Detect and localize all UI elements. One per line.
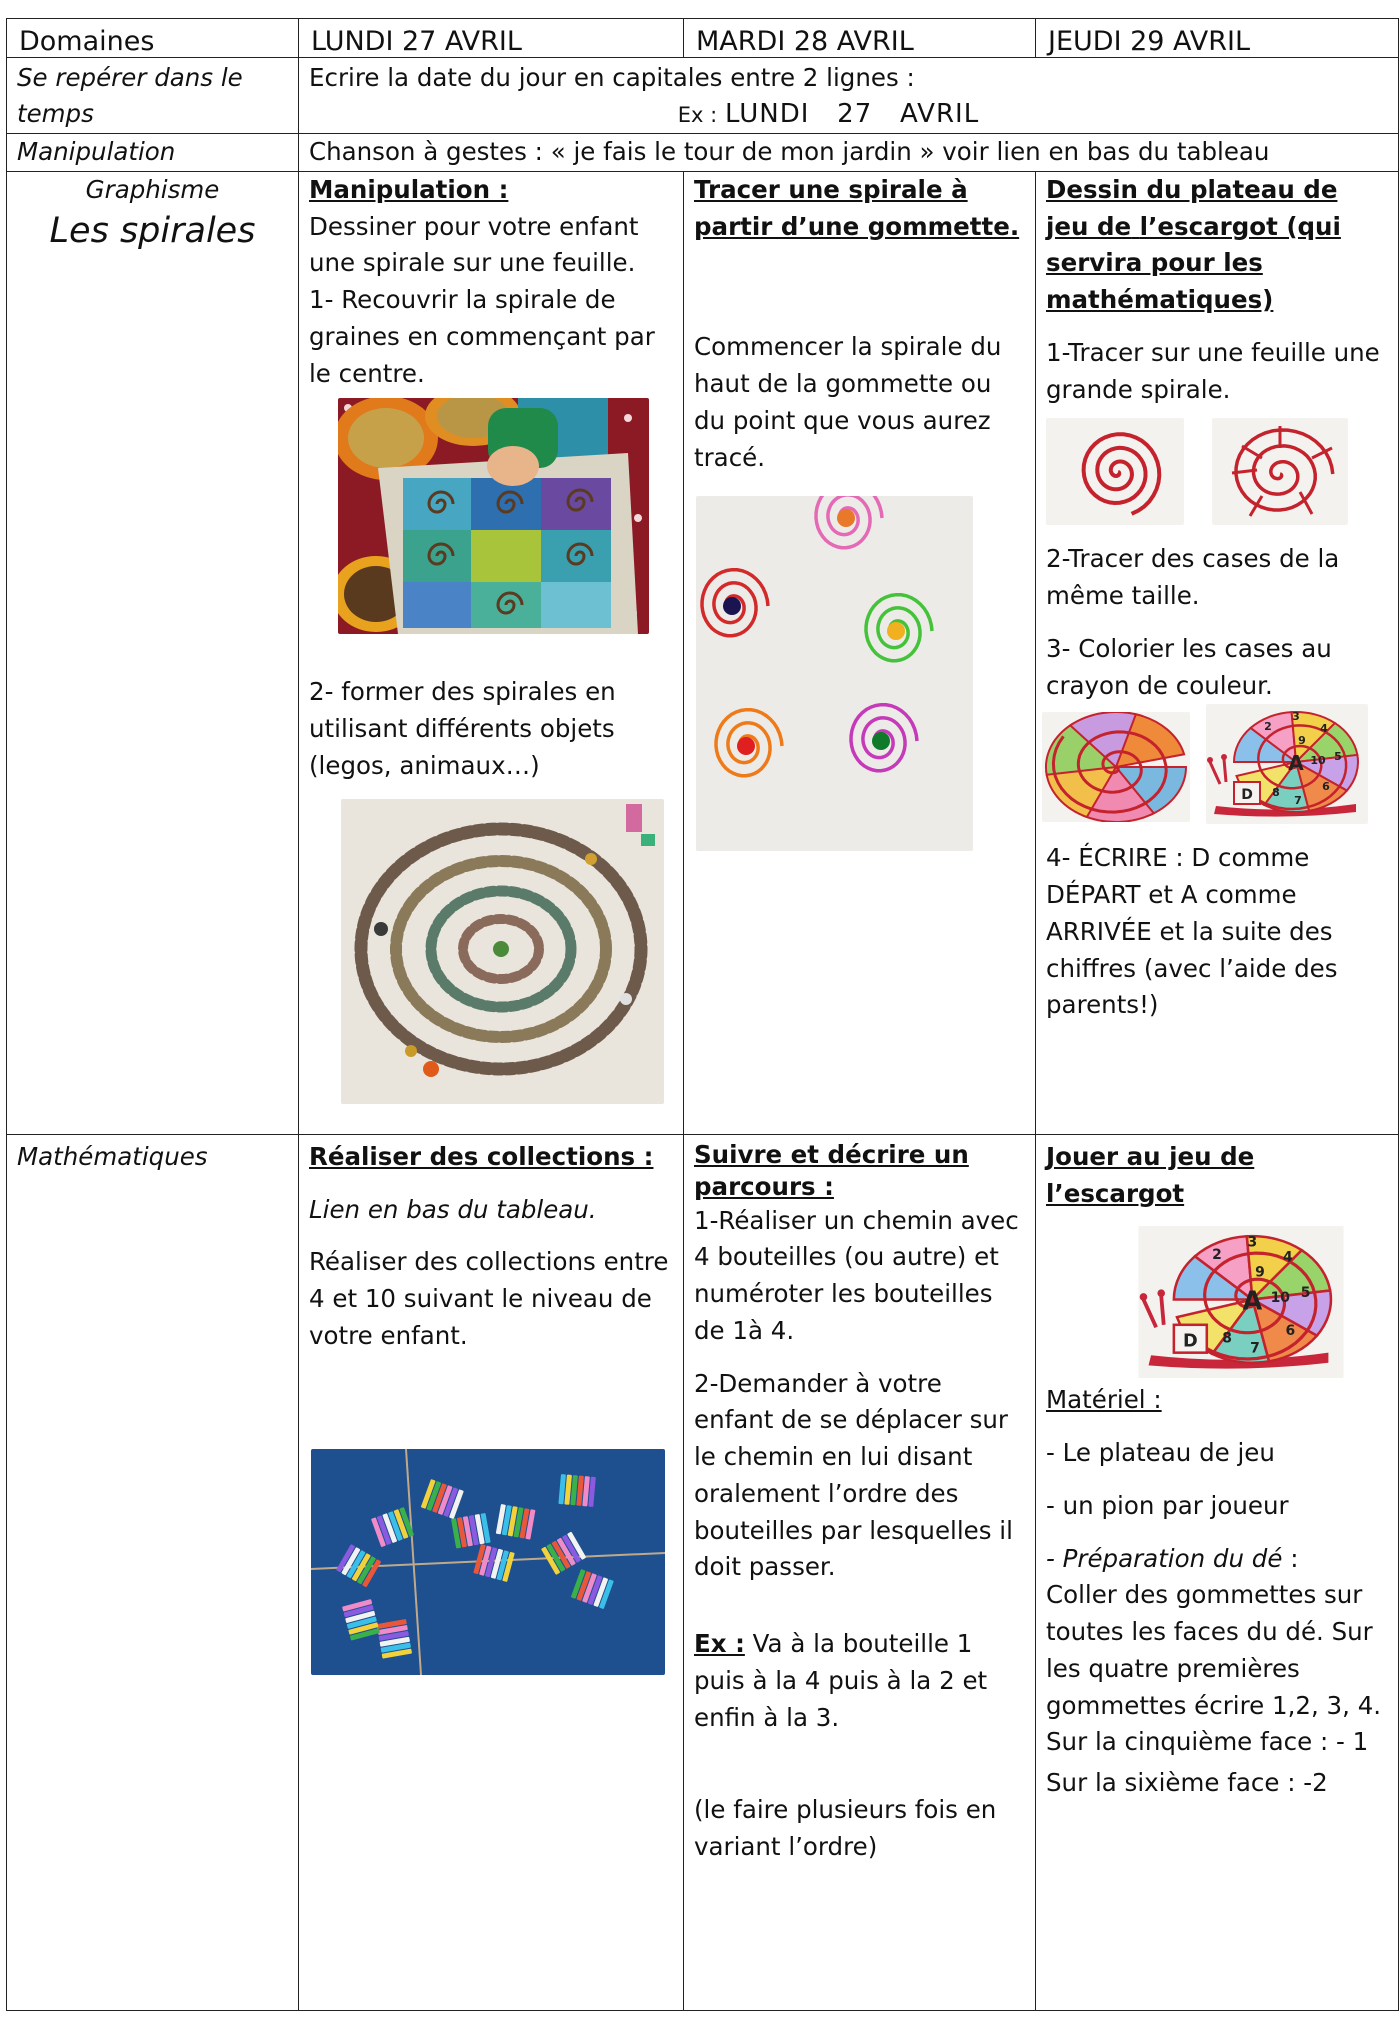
svg-text:6: 6	[1322, 780, 1330, 794]
jeudi-face5: Sur la cinquième face : - 1	[1046, 1727, 1369, 1757]
lundi-math-p1: Réaliser des collections entre 4 et 10 suivant le niveau de votre enfant.	[309, 1247, 669, 1350]
lundi-math-link[interactable]: Lien en bas du tableau.	[309, 1194, 597, 1224]
jeudi-materiel-2: - un pion par joueur	[1046, 1490, 1289, 1520]
manipulation-text: Chanson à gestes : « je fais le tour de mon jardin » voir lien en bas du tableau	[299, 134, 1399, 172]
numbered-snail-drawing	[1206, 704, 1368, 824]
jeudi-math-title: Jouer au jeu de l’escargot	[1046, 1141, 1255, 1208]
svg-text:5: 5	[1300, 1285, 1311, 1302]
graphisme-lundi	[299, 171, 684, 1134]
jeudi-prep-label: - Préparation du dé	[1046, 1543, 1283, 1573]
header-row	[7, 19, 1399, 58]
lundi-graph-p2: 1- Recouvrir la spirale de graines en commençant par le centre.	[309, 285, 655, 388]
jeudi-step2: 2-Tracer des cases de la même taille.	[1046, 544, 1340, 611]
svg-text:3: 3	[1292, 710, 1300, 724]
mardi-math-p1: 1-Réaliser un chemin avec 4 bouteilles (ou autre) et numéroter les bouteilles de 1à 4.	[694, 1205, 1019, 1345]
mardi-math-p2: 2-Demander à votre enfant de se déplacer sur le chemin en lui disant oralement l’ordre des bouteilles par lesquelles il doit passer.	[694, 1368, 1013, 1582]
colored-spiral-drawing	[1042, 712, 1190, 822]
example-prefix: Ex :	[677, 102, 718, 127]
svg-text:2: 2	[1212, 1247, 1222, 1264]
header-domaines: Domaines	[7, 19, 299, 58]
svg-text:A: A	[1288, 751, 1304, 776]
header-jeudi: JEUDI 29 AVRIL	[1036, 19, 1399, 58]
lundi-math-title: Réaliser des collections :	[309, 1141, 654, 1171]
jeudi-prep-heading	[1046, 1541, 1388, 1578]
domain-graphisme-label: Graphisme	[85, 174, 220, 204]
mardi-graph-p1: Commencer la spirale du haut de la gommette ou du point que vous aurez tracé.	[694, 332, 1002, 472]
jeudi-graph-title	[1046, 172, 1388, 319]
jeudi-graph-title-b: l’escargot (qui servira pour les mathématiques)	[1046, 211, 1341, 315]
clothespins-photo	[311, 1449, 665, 1675]
mardi-ex-text: Va à la bouteille 1 puis à la 4 puis à la 2 et enfin à la 3.	[694, 1629, 988, 1732]
domain-mathematiques: Mathématiques	[7, 1134, 299, 2010]
svg-text:6: 6	[1285, 1323, 1296, 1340]
domain-temps: Se repérer dans le temps	[7, 58, 299, 134]
temps-instruction: Ecrire la date du jour en capitales entre 2 lignes :	[309, 63, 915, 92]
header-lundi: LUNDI 27 AVRIL	[299, 19, 684, 58]
header-mardi: MARDI 28 AVRIL	[684, 19, 1036, 58]
sticker-spirals-photo	[696, 496, 973, 851]
graphisme-jeudi	[1036, 171, 1399, 1134]
svg-text:9: 9	[1298, 734, 1306, 748]
mardi-math-p3: (le faire plusieurs fois en variant l’ordre)	[694, 1795, 997, 1862]
math-lundi	[299, 1134, 684, 2010]
temps-example	[309, 96, 1388, 134]
svg-text:3: 3	[1247, 1234, 1258, 1251]
svg-text:2: 2	[1264, 720, 1272, 734]
jeudi-step4: 4- ÉCRIRE : D comme DÉPART et A comme ARRIVÉE et la suite des chiffres (avec l’aide des parents!)	[1046, 843, 1338, 1020]
svg-text:7: 7	[1294, 794, 1302, 808]
svg-text:A: A	[1242, 1286, 1263, 1317]
svg-text:9: 9	[1255, 1265, 1265, 1282]
lundi-graph-p3: 2- former des spirales en utilisant différents objets (legos, animaux…)	[309, 677, 616, 780]
math-mardi	[684, 1134, 1036, 2010]
svg-text:5: 5	[1334, 750, 1342, 764]
math-jeudi	[1036, 1134, 1399, 2010]
jeudi-materiel-1: - Le plateau de jeu	[1046, 1438, 1275, 1468]
weekly-plan-table	[6, 18, 1399, 2011]
svg-text:8: 8	[1272, 786, 1280, 800]
jeudi-prep-text: Coller des gommettes sur toutes les faces du dé. Sur les quatre premières gommettes écrire 1,2, 3, 4.	[1046, 1580, 1382, 1720]
svg-text:10: 10	[1270, 1290, 1290, 1307]
svg-text:7: 7	[1250, 1341, 1260, 1358]
svg-text:10: 10	[1310, 754, 1326, 768]
row-manipulation	[7, 134, 1399, 172]
svg-text:D: D	[1182, 1331, 1198, 1352]
jeudi-graph-title-a: Dessin du plateau de jeu de	[1046, 174, 1338, 241]
mardi-ex-label: Ex :	[694, 1629, 745, 1659]
row-temps	[7, 58, 1399, 134]
jeudi-step1: 1-Tracer sur une feuille une grande spirale.	[1046, 337, 1380, 404]
row-mathematiques	[7, 1134, 1399, 2010]
example-date: LUNDI 27 AVRIL	[725, 98, 980, 129]
red-spiral-drawing	[1046, 418, 1184, 525]
svg-text:4: 4	[1283, 1249, 1293, 1266]
lundi-graph-p1: Dessiner pour votre enfant une spirale sur une feuille.	[309, 211, 639, 278]
graphisme-subtitle: Les spirales	[49, 210, 256, 251]
jeudi-step3: 3- Colorier les cases au crayon de couleur.	[1046, 633, 1332, 700]
animals-spiral-photo	[341, 799, 664, 1104]
temps-content	[299, 58, 1399, 134]
jeudi-face6: Sur la sixième face : -2	[1046, 1768, 1328, 1798]
spiral-with-cells-drawing	[1212, 418, 1348, 525]
mardi-math-title: Suivre et décrire un parcours :	[694, 1139, 969, 1201]
svg-text:D: D	[1241, 787, 1253, 804]
domain-manipulation: Manipulation	[7, 134, 299, 172]
seeds-spiral-photo	[338, 398, 649, 634]
jeudi-prep-colon: :	[1282, 1543, 1299, 1573]
jeudi-materiel-label: Matériel :	[1046, 1385, 1162, 1415]
svg-text:4: 4	[1320, 722, 1328, 736]
snail-board-photo	[1138, 1226, 1344, 1378]
lundi-graph-title: Manipulation :	[309, 174, 509, 204]
spiral-drawings	[1046, 418, 1388, 525]
domain-graphisme	[7, 171, 299, 1134]
colored-snail-drawings	[1042, 712, 1388, 824]
svg-text:8: 8	[1222, 1330, 1232, 1347]
row-graphisme	[7, 171, 1399, 1134]
mardi-graph-title: Tracer une spirale à partir d’une gommette.	[694, 174, 1020, 241]
graphisme-mardi	[684, 171, 1036, 1134]
mardi-math-example	[694, 1626, 1025, 1736]
